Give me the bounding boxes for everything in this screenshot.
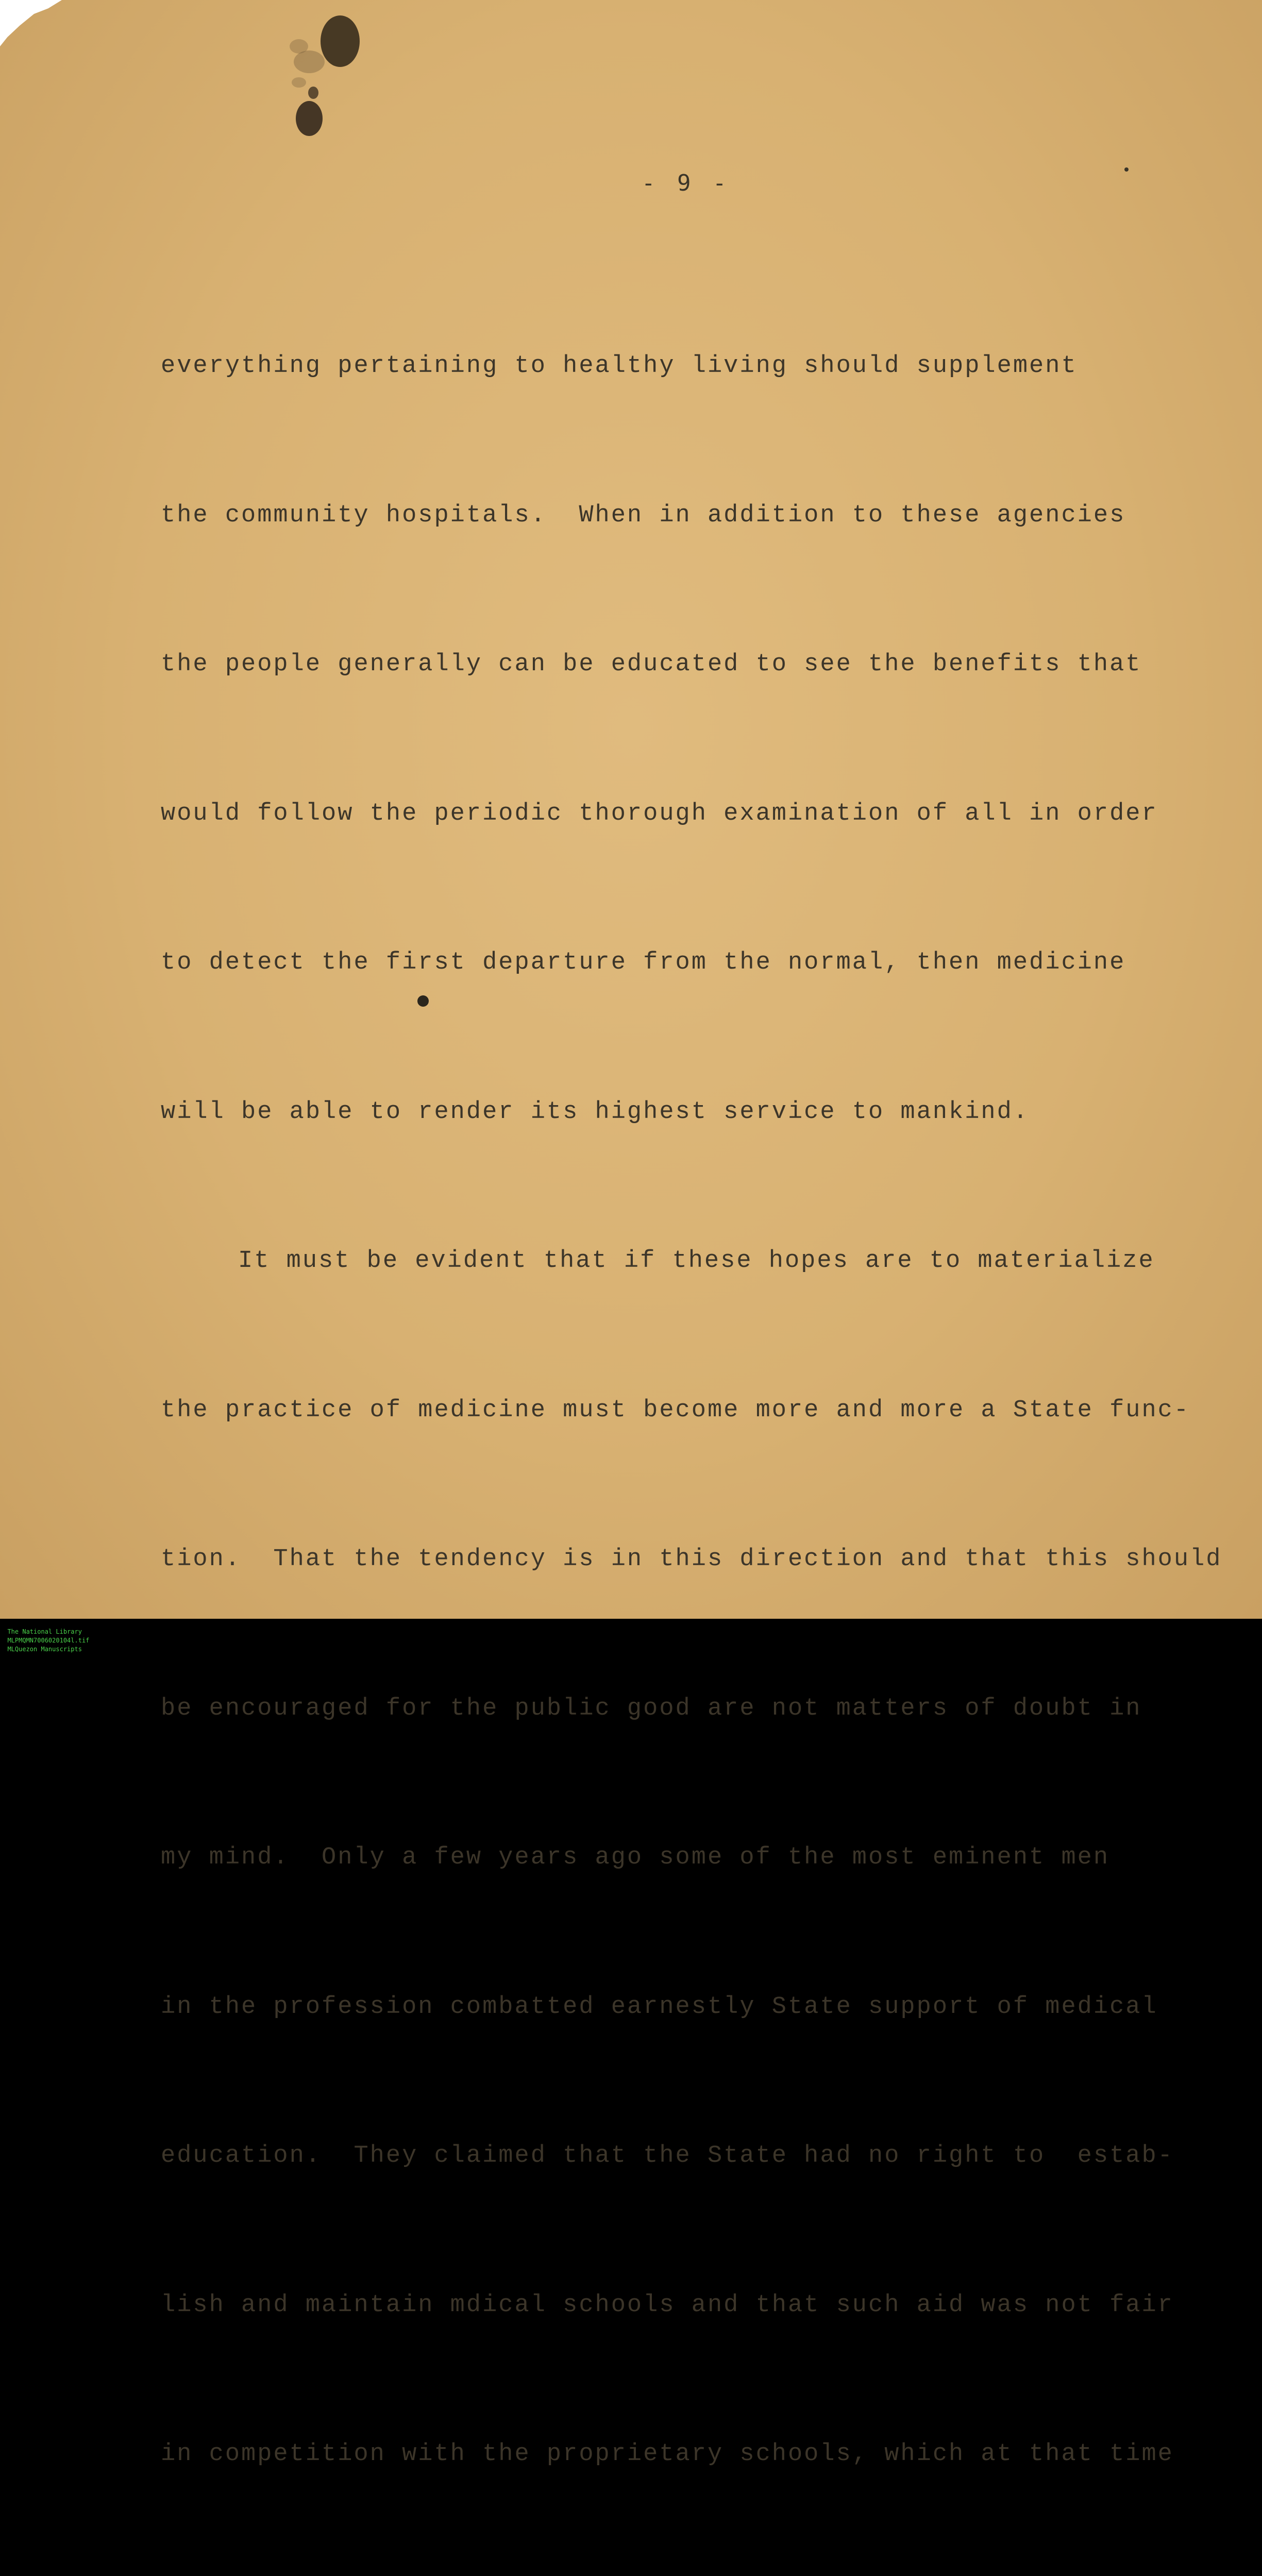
text-line-12: in the profession combatted earnestly State support of medical bbox=[161, 1993, 1158, 2021]
text-line-7: It must be evident that if these hopes are to materialize bbox=[238, 1247, 1155, 1275]
footer-library: The National Library bbox=[7, 1628, 82, 1635]
ink-stain-graphic bbox=[278, 15, 371, 139]
footer-filename: MLPMQMN7006020104l.tif bbox=[7, 1637, 90, 1644]
text-line-14: lish and maintain mdical schools and that such aid was not fair bbox=[161, 2291, 1174, 2319]
text-line-9: tion. That the tendency is in this direction and that this should bbox=[161, 1546, 1222, 1573]
text-line-1: everything pertaining to healthy living should supplement bbox=[161, 352, 1078, 380]
text-line-15: in competition with the proprietary schools, which at that time bbox=[161, 2441, 1174, 2468]
text-line-3: the people generally can be educated to see the benefits that bbox=[161, 651, 1142, 678]
stray-ink-mark bbox=[1124, 167, 1129, 172]
text-line-2: the community hospitals. When in addition to these agencies bbox=[161, 501, 1126, 529]
text-line-10: be encouraged for the public good are not matters of doubt in bbox=[161, 1694, 1142, 1722]
page-number: - 9 - bbox=[642, 170, 731, 196]
text-line-13: education. They claimed that the State had no right to estab- bbox=[161, 2142, 1174, 2170]
text-line-5: to detect the first departure from the normal, then medicine bbox=[161, 949, 1126, 976]
text-line-11: my mind. Only a few years ago some of the most eminent men bbox=[161, 1844, 1110, 1871]
typed-body-text bbox=[161, 242, 1222, 2576]
scan-footer bbox=[0, 1619, 1262, 1653]
footer-collection: MLQuezon Manuscripts bbox=[7, 1646, 82, 1653]
text-line-8: the practice of medicine must become more and more a State func- bbox=[161, 1396, 1190, 1424]
text-line-6: will be able to render its highest service to mankind. bbox=[161, 1098, 1030, 1126]
torn-corner bbox=[0, 0, 62, 46]
text-line-4: would follow the periodic thorough examination of all in order bbox=[161, 800, 1158, 827]
small-ink-blot bbox=[417, 995, 429, 1007]
